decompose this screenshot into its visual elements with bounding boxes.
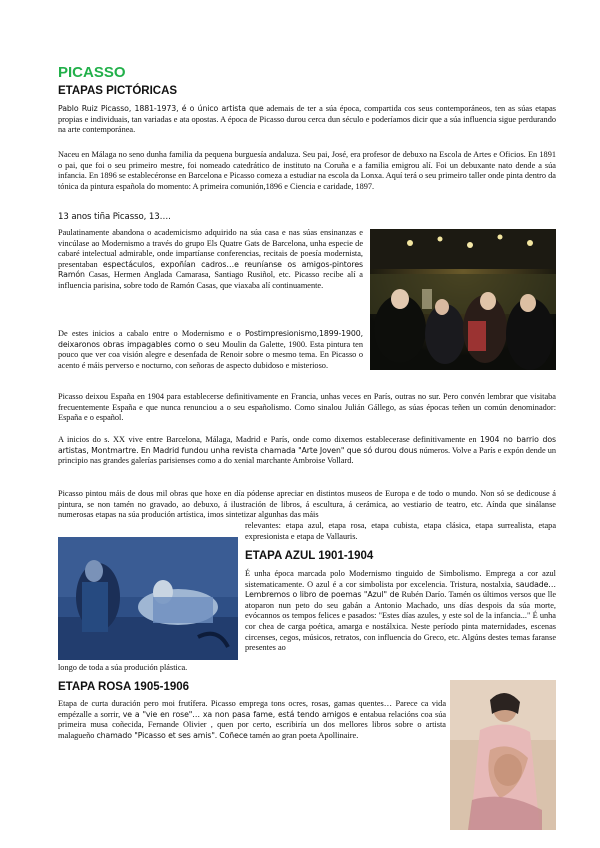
paragraph-text: tamén ao gran poeta Apollinaire. <box>249 730 359 740</box>
paragraph-intro <box>58 104 556 136</box>
handwritten-phrase: Postimpresionismo,1899-1900, deixaronos obras impagables como o seu <box>58 329 363 349</box>
paragraph-text: Etapa de curta duración pero moi frutífera. Picasso emprega tons ocres, rosas, gamas quentes… Parece ca vida empézalle a sorrir, <box>58 699 446 719</box>
handwritten-phrase: espectáculos, expoñían cadros…e reuníanse os amigos-pintores Ramón <box>58 259 364 280</box>
paragraph-text: Moulin da Galette, 1900. Esta pintura ten pouco que ver coa visión alegre e desenfada de Renoir sobre o mesmo tema. En Picasso o acento é máis perverso e nocturno, con señoras de aspecto dubidoso e misterioso. <box>58 339 363 370</box>
handwritten-phrase: Coñece <box>219 730 248 740</box>
painting-blue-period <box>58 537 238 660</box>
paragraph-text: A inicios do s. XX vive entre Barcelona, Málaga, Madrid e París, onde como dixemos establecerase definitivamente en <box>58 435 477 444</box>
paragraph-text: entabua relacións coa súa primeira musa coñecida, Fernande Olivier , quen por certo, escribiría un dos mellores libros sobre o artista malagueño <box>58 709 447 740</box>
paragraph-etapas-list: relevantes: etapa azul, etapa rosa, etapa cubista, etapa clásica, etapa surrealista, etapa expresionista e etapa de Vallauris. <box>245 521 556 541</box>
handwritten-phrase: Pablo Ruiz Picasso, 1881-1973, é o único artista que <box>58 104 264 113</box>
paragraph-text: números. Volve a París e expón dende un principio nas grandes galerías parisienses como a do xenial marchante Ambroise Vollard. <box>58 445 556 466</box>
painting-rose-period <box>450 680 556 830</box>
paragraph-obras: Picasso pintou máis de dous mil obras que hoxe en día pódense apreciar en distintos museos de Europa e de todo o mundo. Non só se dedicouse á pintura, se non tamén no gravado, ao debuxo, á ilustración de libros, á escultura, á cerámica, ao vestiario de teatro, etc. Aínda que sinálanse numerosas etapas na súa produción artística, imos sintetizar algunhas das máis <box>58 489 556 520</box>
paragraph-text: Rubén Darío. Tamén os últimos versos que lle atoparon nun peto do seu gabán a Antonio Machado, uns días despois da súa morte, evócannos os tempos felices e pasados: "Estes días azules, y este sol de la infancia..." É unha cor chea de carga poética, amarga e nostálxica. Neste período pinta maternidades, escenas circenses, cegos, músicos, retratos, con influencia do Greco, etc. Algúns destes temas faranse presentes ao <box>245 590 557 653</box>
paragraph-text: ademais de ter a súa época, compartida cos seus contemporáneos, ten as súas etapas propias e individuais, tan variadas e ata opostas. A época de Picasso durou cerca dun século e poderíamos dicir que a súa influencia sigue perdurando na arte contemporánea. <box>58 104 556 135</box>
paragraph-text: É unha época marcada polo Modernismo tinguido de Simbolismo. Emprega a cor azul sistematicamente. O azul é a cor simbolista por excelencia. Tristura, nostalxia, <box>245 569 556 589</box>
paragraph-postimpresionismo <box>58 329 363 371</box>
paragraph-modernismo <box>58 228 363 292</box>
document-title: PICASSO <box>58 64 126 81</box>
paragraph-text: Paulatinamente abandona o academicismo adquirido na súa casa e nas súas ensinanzas e vincúlase ao Modernismo a través do grupo Els Quatre Gats de Barcelona, unha especie de cabaré intelectual admirable, onde impartíanse conferencias, recitais de poesía modernista, presentaban <box>58 228 363 269</box>
paragraph-birth: Naceu en Málaga no seno dunha familia da pequena burguesía andaluza. Seu pai, José, era profesor de debuxo na Escola de Artes e Oficios. En 1891 o pai, que foi o seu primeiro mestre, foi nomeado catedrático de instituto na Coruña e a familia emigrou alí. Foi un debuxante nato dende a súa infancia. En 1896 se establecéronse en Barcelona e Picasso comeza a estudiar na escola da Lonxa. Aquí terá o seu primeiro taller onde pinta dentro da tónica da pintura española do momento: A primeira comunión,1896 e Ciencia e caridade, 1897. <box>58 150 556 191</box>
paragraph-text: Casas, Hermen Anglada Camarasa, Santiago Rusiñol, etc. Picasso recibe alí a influencia parisina, sobre todo de Ramón Casas, que viaxaba alí continuamente. <box>58 270 363 290</box>
section-heading-rosa: ETAPA ROSA 1905-1906 <box>58 681 190 693</box>
paragraph-azul <box>245 569 556 654</box>
handwritten-phrase: saudade… Lembremos o libro de poemas "Azul" de <box>245 579 556 600</box>
paragraph-paris <box>58 435 556 467</box>
section-heading-etapas: ETAPAS PICTÓRICAS <box>58 85 178 97</box>
paragraph-text: De estes inicios a cabalo entre o Modernismo e o <box>58 329 241 338</box>
handwritten-phrase: ve a "vie en rose"… xa non pasa fame, está tendo amigos e <box>122 709 358 719</box>
section-heading-azul: ETAPA AZUL 1901-1904 <box>245 550 374 562</box>
painting-moulin-galette <box>370 229 556 370</box>
handwritten-phrase: 1904 no barrio dos artistas, Montmartre. En Madrid fundou unha revista chamada "Arte Joven" que só durou dous <box>58 435 556 455</box>
paragraph-azul-end: longo de toda a súa produción plástica. <box>58 663 188 672</box>
paragraph-rosa <box>58 699 446 741</box>
handwritten-note: 13 anos tiña Picasso, 13…. <box>58 212 171 222</box>
handwritten-phrase: chamado "Picasso et ses amis". <box>96 730 218 740</box>
paragraph-francia: Picasso deixou España en 1904 para establecerse definitivamente en Francia, unhas veces en París, outras no sur. Pero convén lembrar que visitaba frecuentemente España e que nunca renunciou a o seu españolismo. Como sinalou Julián Gállego, as súas épocas teñen un común denominador: España e o español. <box>58 392 556 423</box>
